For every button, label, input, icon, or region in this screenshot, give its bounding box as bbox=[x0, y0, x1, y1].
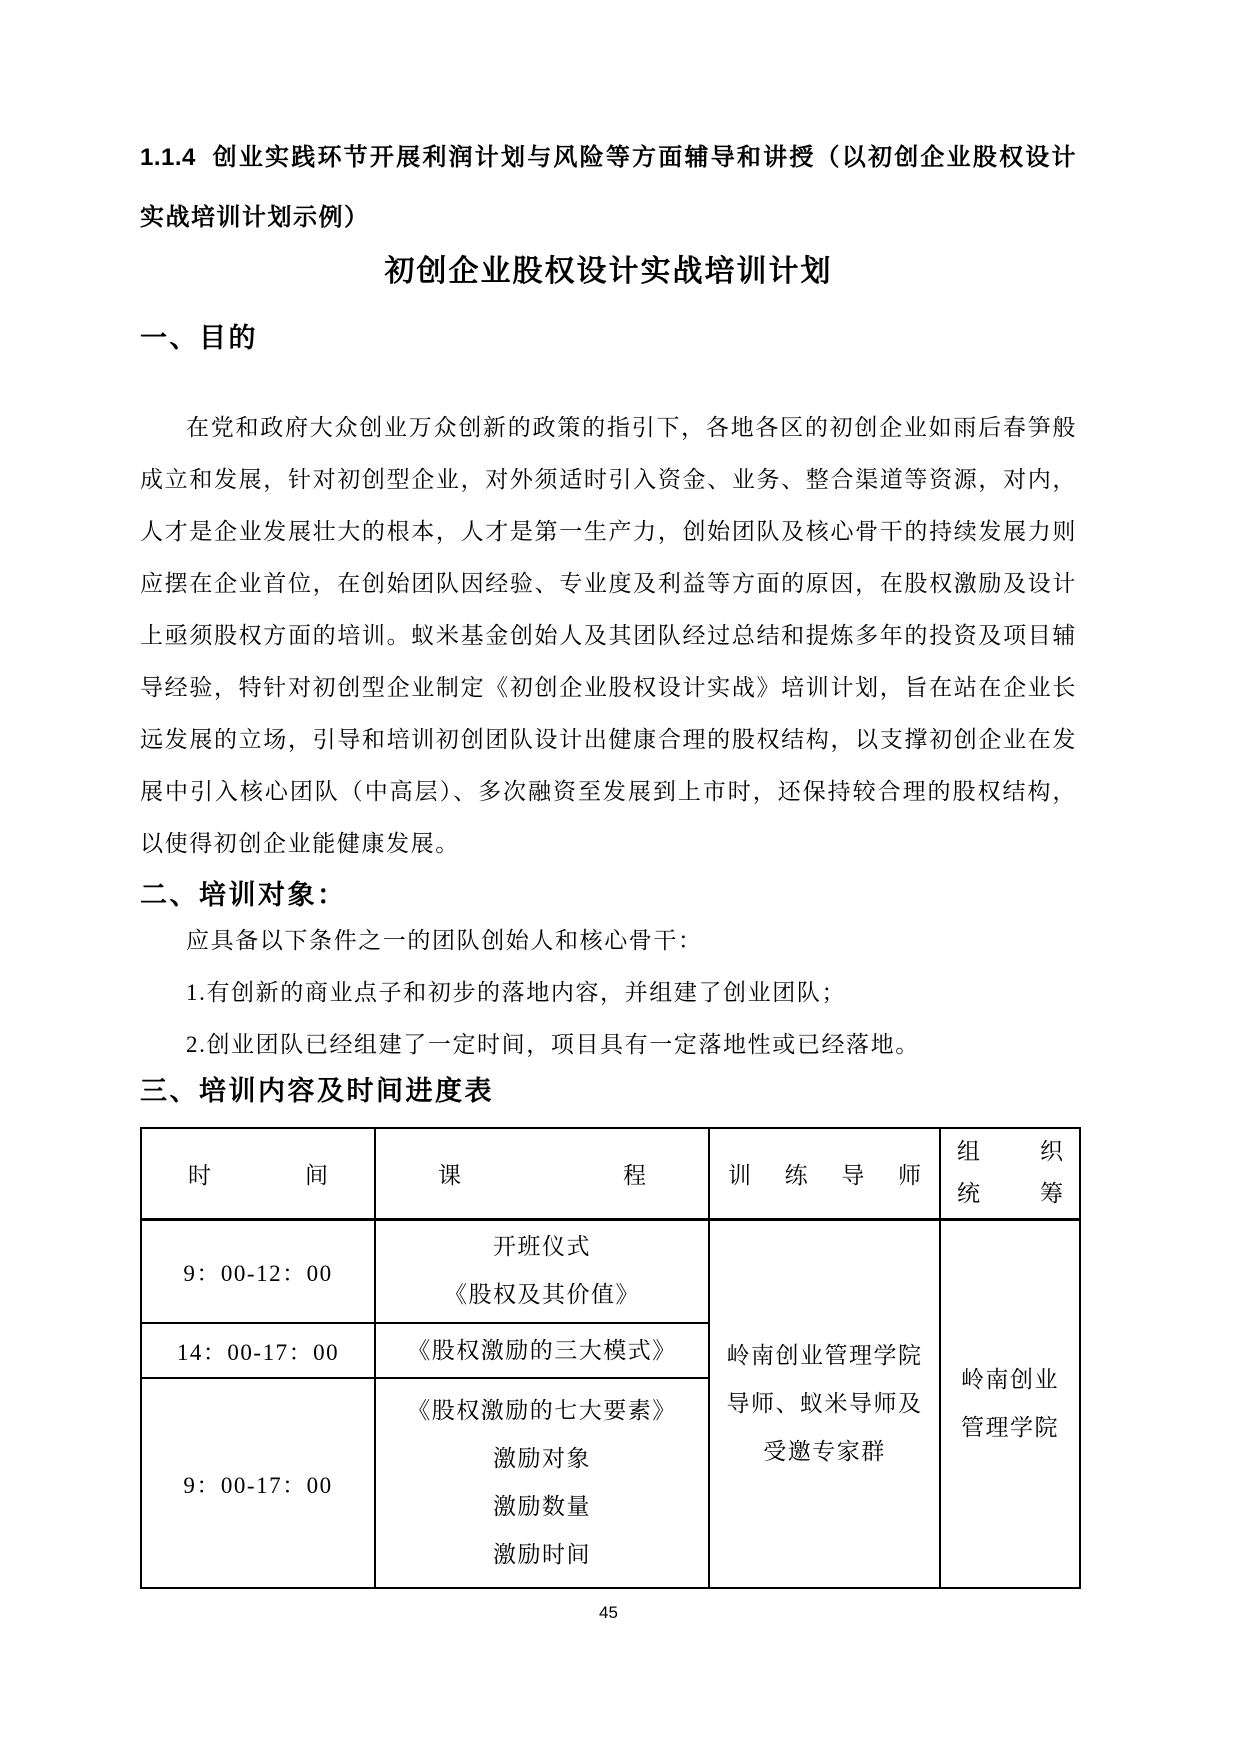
column-header-trainer-cell bbox=[709, 1128, 940, 1219]
table-row-morning-session bbox=[141, 1219, 1080, 1323]
time-cell-3: 9：00-17：00 bbox=[141, 1378, 375, 1588]
section-heading-purpose: 一、目的 bbox=[140, 323, 258, 353]
column-header-trainer: 训 练 导 师 bbox=[728, 1162, 921, 1188]
subsection-heading-text: 创业实践环节开展利润计划与风险等方面辅导和讲授（以初创企业股权设计实战培训计划示例） bbox=[140, 144, 1077, 231]
purpose-paragraph: 在党和政府大众创业万众创新的政策的指引下，各地各区的初创企业如雨后春笋般成立和发展，针对初创型企业，对外须适时引入资金、业务、整合渠道等资源，对内，人才是企业发展壮大的根本，人才是第一生产力，创始团队及核心骨干的持续发展力则应摆在企业首位，在创始团队因经验、专业度及利益等方面的原因，在股权激励及设计上亟须股权方面的培训。蚁米基金创始人及其团队经过总结和提炼多年的投资及项目辅导经验，特针对初创型企业制定《初创企业股权设计实战》培训计划，旨在站在企业长远发展的立场，引导和培训初创团队设计出健康合理的股权结构，以支撑初创企业在发展中引入核心团队（中高层）、多次融资至发展到上市时，还保持较合理的股权结构，以使得初创企业能健康发展。 bbox=[140, 415, 1077, 856]
section-heading-schedule: 三、培训内容及时间进度表 bbox=[140, 1076, 494, 1106]
column-header-time-cell bbox=[141, 1128, 375, 1219]
column-header-organizer: 组 织 统 筹 bbox=[957, 1139, 1063, 1207]
subsection-number: 1.1.4 bbox=[140, 144, 196, 171]
trainer-cell: 岭南创业管理学院 导师、蚁米导师及 受邀专家群 bbox=[709, 1219, 940, 1588]
course-cell-1: 开班仪式 《股权及其价值》 bbox=[375, 1219, 709, 1323]
trainees-intro: 应具备以下条件之一的团队创始人和核心骨干： bbox=[186, 928, 703, 953]
column-header-organizer-cell bbox=[940, 1128, 1080, 1219]
course-cell-2: 《股权激励的三大模式》 bbox=[375, 1323, 709, 1378]
table-header-row bbox=[141, 1128, 1080, 1219]
section-heading-trainees: 二、培训对象： bbox=[140, 880, 347, 910]
schedule-table bbox=[140, 1127, 1081, 1589]
column-header-time: 时 间 bbox=[188, 1162, 328, 1188]
course-cell-3: 《股权激励的七大要素》 激励对象 激励数量 激励时间 bbox=[375, 1378, 709, 1588]
subsection-heading bbox=[140, 128, 1077, 248]
page-number: 45 bbox=[599, 1603, 618, 1622]
trainee-condition-2: 2.创业团队已经组建了一定时间，项目具有一定落地性或已经落地。 bbox=[186, 1032, 920, 1057]
trainee-condition-1: 1.有创新的商业点子和初步的落地内容，并组建了创业团队； bbox=[186, 980, 847, 1005]
document-title: 初创企业股权设计实战培训计划 bbox=[384, 255, 833, 288]
column-header-course-cell bbox=[375, 1128, 709, 1219]
organizer-cell: 岭南创业 管理学院 bbox=[940, 1219, 1080, 1588]
time-cell-2: 14：00-17：00 bbox=[141, 1323, 375, 1378]
column-header-course: 课 程 bbox=[438, 1162, 646, 1188]
time-cell-1: 9：00-12：00 bbox=[141, 1219, 375, 1323]
